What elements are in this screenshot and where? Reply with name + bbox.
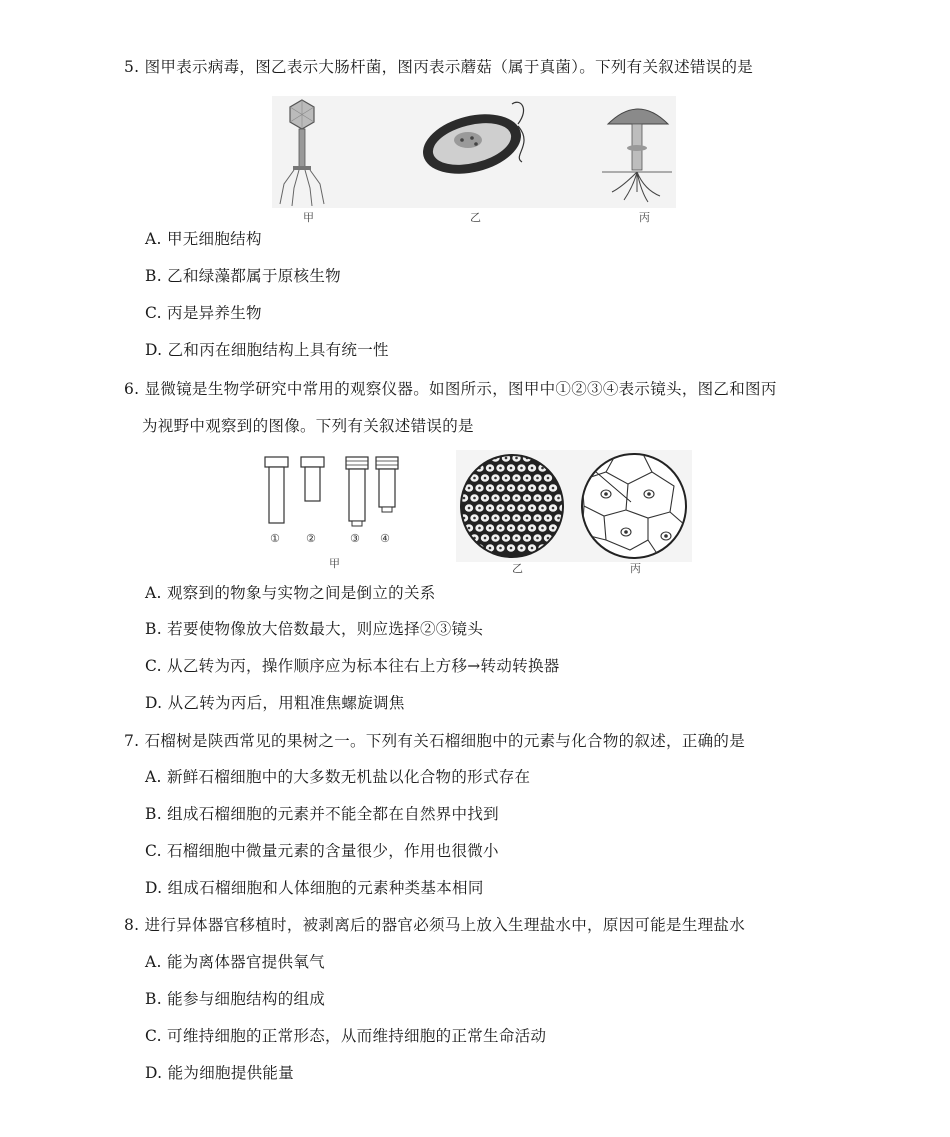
cell-nucleus-icon [520,507,523,510]
cell-nucleus-icon [499,507,502,510]
cell-nucleus-icon [510,487,513,490]
question-5-option-c[interactable]: C. 丙是异养生物 [145,304,262,322]
question-5-figure [272,96,676,208]
cell-nucleus-icon [520,547,523,550]
question-7-option-d[interactable]: D. 组成石榴细胞和人体细胞的元素种类基本相同 [145,879,484,897]
question-5-stem [124,52,910,82]
cell-nucleus-icon [536,517,539,520]
cell-nucleus-icon [515,477,518,480]
cell-nucleus-icon [531,527,534,530]
view-high-magnification-icon [582,452,686,558]
question-6-views-figure [456,450,692,562]
question-8-text: 8. 进行异体器官移植时，被剥离后的器官必须马上放入生理盐水中，原因可能是生理盐水 [124,916,746,934]
cell-nucleus-icon [468,487,471,490]
question-5-option-b[interactable]: B. 乙和绿藻都属于原核生物 [145,267,341,285]
objective-3-icon [346,457,368,526]
question-6-option-b[interactable]: B. 若要使物像放大倍数最大，则应选择②③镜头 [145,620,484,638]
cell-nucleus-icon [489,527,492,530]
cell-nucleus-icon [515,497,518,500]
figure-6-caption-jia: 甲 [329,557,340,570]
figure-5-caption-yi: 乙 [470,211,481,224]
lens-label-4: ④ [380,532,390,545]
cell-nucleus-icon [531,467,534,470]
cell-nucleus-icon [547,537,550,540]
cell-nucleus-icon [478,487,481,490]
question-6-stem [124,371,910,445]
cell-nucleus-icon [526,537,529,540]
cell-nucleus-icon [526,477,529,480]
cell-nucleus-icon [520,527,523,530]
lens-label-2: ② [306,532,316,545]
cell-nucleus-icon [499,527,502,530]
cell-nucleus-icon [473,517,476,520]
eyepiece-1-icon [265,457,288,523]
lens-label-3: ③ [350,532,360,545]
cell-nucleus-icon [505,537,508,540]
cell-nucleus-icon [489,547,492,550]
cell-nucleus-icon [494,477,497,480]
lens-label-1: ① [270,532,280,545]
cell-nucleus-icon [541,487,544,490]
cell-nucleus-icon [505,477,508,480]
cell-nucleus-icon [515,457,518,460]
cell-nucleus-icon [515,537,518,540]
cell-nucleus-icon [520,487,523,490]
cell-nucleus-icon [541,527,544,530]
cell-nucleus-icon [484,477,487,480]
cell-nucleus-icon [547,477,550,480]
cell-nucleus-icon [531,507,534,510]
cell-nucleus-icon [536,477,539,480]
figure-6-caption-bing: 丙 [630,562,641,575]
lenses-illustration [262,455,412,533]
cell-nucleus-icon [515,517,518,520]
cell-nucleus-icon [489,507,492,510]
question-7-option-c[interactable]: C. 石榴细胞中微量元素的含量很少，作用也很微小 [145,842,499,860]
question-5-text: 5. 图甲表示病毒，图乙表示大肠杆菌，图丙表示蘑菇（属于真菌）。下列有关叙述错误的是 [124,58,754,76]
cell-nucleus-icon [484,517,487,520]
question-8-option-a[interactable]: A. 能为离体器官提供氧气 [145,953,325,971]
cell-nucleus-icon [494,537,497,540]
cell-nucleus-icon [536,497,539,500]
cell-nucleus-icon [541,507,544,510]
cell-nucleus-icon [505,517,508,520]
question-8-option-c[interactable]: C. 可维持细胞的正常形态，从而维持细胞的正常生命活动 [145,1027,547,1045]
figure-6-caption-yi: 乙 [512,562,523,575]
question-5-option-d[interactable]: D. 乙和丙在细胞结构上具有统一性 [145,341,389,359]
cell-nucleus-icon [547,497,550,500]
figure-5-caption-jia: 甲 [303,211,314,224]
cell-nucleus-icon [552,487,555,490]
cell-nucleus-icon [510,547,513,550]
question-6-text-line2: 为视野中观察到的图像。下列有关叙述错误的是 [142,417,474,435]
cell-nucleus-icon [557,517,560,520]
cell-nucleus-icon [478,527,481,530]
question-7-stem [124,726,910,756]
organisms-illustration [272,96,676,208]
question-6-text-line1: 6. 显微镜是生物学研究中常用的观察仪器。如图所示，图甲中①②③④表示镜头，图乙和图丙 [124,380,777,398]
cell-nucleus-icon [510,467,513,470]
cell-nucleus-icon [531,487,534,490]
microscope-views-illustration [456,450,692,562]
cell-nucleus-icon [499,547,502,550]
cell-nucleus-icon [510,527,513,530]
cell-nucleus-icon [552,527,555,530]
cell-nucleus-icon [505,497,508,500]
cell-nucleus-icon [547,517,550,520]
cell-nucleus-icon [499,487,502,490]
figure-5-caption-bing: 丙 [639,211,650,224]
question-7-option-b[interactable]: B. 组成石榴细胞的元素并不能全都在自然界中找到 [145,805,499,823]
cell-nucleus-icon [484,497,487,500]
cell-nucleus-icon [473,477,476,480]
cell-nucleus-icon [468,527,471,530]
question-6-lenses-figure [262,455,412,533]
question-7-text: 7. 石榴树是陕西常见的果树之一。下列有关石榴细胞中的元素与化合物的叙述，正确的是 [124,732,746,750]
question-8-option-d[interactable]: D. 能为细胞提供能量 [145,1064,295,1082]
cell-nucleus-icon [463,497,466,500]
cell-nucleus-icon [520,467,523,470]
cell-nucleus-icon [505,457,508,460]
cell-nucleus-icon [473,497,476,500]
cell-nucleus-icon [484,537,487,540]
question-6-option-d[interactable]: D. 从乙转为丙后，用粗准焦螺旋调焦 [145,694,405,712]
cell-nucleus-icon [489,467,492,470]
cell-nucleus-icon [526,497,529,500]
cell-nucleus-icon [478,507,481,510]
eyepiece-2-icon [301,457,324,501]
question-6-option-a[interactable]: A. 观察到的物象与实物之间是倒立的关系 [145,584,436,602]
cell-nucleus-icon [489,487,492,490]
cell-nucleus-icon [499,467,502,470]
question-8-stem [124,910,910,940]
question-7-option-a[interactable]: A. 新鲜石榴细胞中的大多数无机盐以化合物的形式存在 [145,768,531,786]
objective-4-icon [376,457,398,512]
cell-nucleus-icon [494,497,497,500]
cell-nucleus-icon [526,517,529,520]
cell-nucleus-icon [468,507,471,510]
cell-nucleus-icon [510,507,513,510]
cell-nucleus-icon [531,547,534,550]
question-5-option-a[interactable]: A. 甲无细胞结构 [145,230,262,248]
cell-nucleus-icon [494,517,497,520]
cell-nucleus-icon [557,497,560,500]
cell-nucleus-icon [536,537,539,540]
question-6-option-c[interactable]: C. 从乙转为丙，操作顺序应为标本往右上方移→转动转换器 [145,657,560,675]
cell-nucleus-icon [552,507,555,510]
question-8-option-b[interactable]: B. 能参与细胞结构的组成 [145,990,326,1008]
